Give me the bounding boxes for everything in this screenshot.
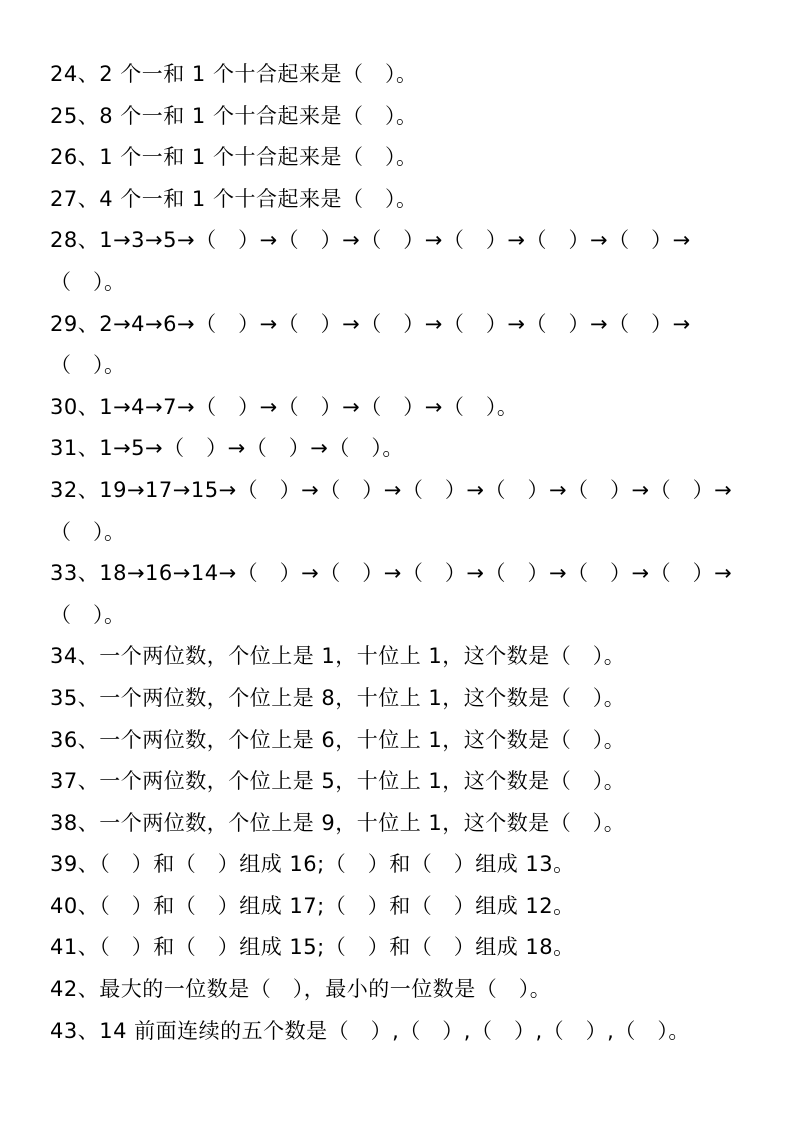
question-line-39: 39、（ ）和（ ）组成 16;（ ）和（ ）组成 13。 [50, 852, 575, 877]
question-line-34: 34、一个两位数，个位上是 1，十位上 1，这个数是（ ）。 [50, 644, 626, 669]
question-line-42: 42、最大的一位数是（ ），最小的一位数是（ ）。 [50, 977, 552, 1002]
question-line-40: 40、（ ）和（ ）组成 17;（ ）和（ ）组成 12。 [50, 893, 575, 918]
question-line-36: 36、一个两位数，个位上是 6，十位上 1，这个数是（ ）。 [50, 727, 626, 752]
question-line-28: 28、1→3→5→（ ）→（ ）→（ ）→（ ）→（ ）→（ ）→ [50, 228, 691, 253]
question-line-25: 25、8 个一和 1 个十合起来是（ ）。 [50, 103, 418, 128]
question-line-29-cont: （ ）。 [50, 353, 126, 378]
question-line-28-cont: （ ）。 [50, 269, 126, 294]
question-line-31: 31、1→5→（ ）→（ ）→（ ）。 [50, 436, 404, 461]
question-line-32: 32、19→17→15→（ ）→（ ）→（ ）→（ ）→（ ）→（ ）→ [50, 477, 733, 502]
question-line-33: 33、18→16→14→（ ）→（ ）→（ ）→（ ）→（ ）→（ ）→ [50, 561, 733, 586]
question-line-29: 29、2→4→6→（ ）→（ ）→（ ）→（ ）→（ ）→（ ）→ [50, 311, 691, 336]
question-line-41: 41、（ ）和（ ）组成 15;（ ）和（ ）组成 18。 [50, 935, 575, 960]
question-line-35: 35、一个两位数，个位上是 8，十位上 1，这个数是（ ）。 [50, 685, 626, 710]
question-line-30: 30、1→4→7→（ ）→（ ）→（ ）→（ ）。 [50, 394, 519, 419]
question-line-43: 43、14 前面连续的五个数是（ ）,（ ）,（ ）,（ ）,（ ）。 [50, 1018, 690, 1043]
question-line-32-cont: （ ）。 [50, 519, 126, 544]
question-line-26: 26、1 个一和 1 个十合起来是（ ）。 [50, 145, 418, 170]
question-line-24: 24、2 个一和 1 个十合起来是（ ）。 [50, 62, 418, 86]
question-line-38: 38、一个两位数，个位上是 9，十位上 1，这个数是（ ）。 [50, 810, 626, 835]
question-line-33-cont: （ ）。 [50, 602, 126, 627]
question-line-27: 27、4 个一和 1 个十合起来是（ ）。 [50, 186, 418, 211]
question-line-37: 37、一个两位数，个位上是 5，十位上 1，这个数是（ ）。 [50, 769, 626, 794]
